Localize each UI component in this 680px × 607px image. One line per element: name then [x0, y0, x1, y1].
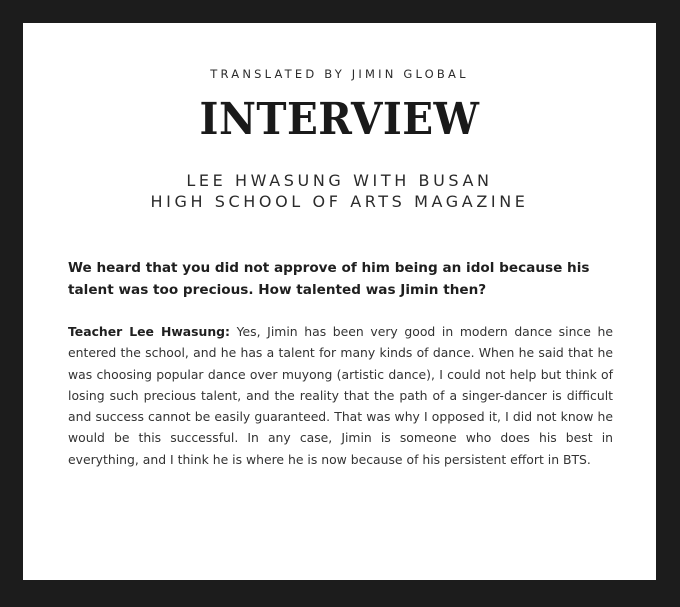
answer-speaker: Teacher Lee Hwasung: [68, 324, 230, 339]
answer-text: Yes, Jimin has been very good in modern dance since he entered the school, and he has a talent for many kinds of dance. When he said that he was choosing popular dance over muyong (artistic dance), I could not help but think of losing such precious talent, and the reality that the path of a singer-dancer is difficult and success cannot be easily guaranteed. That was why I opposed it, I did not know he would be this successful. In any case, Jimin is someone who does his best in everything, and I think he is where he is now because of his persistent effort in BTS. [68, 324, 613, 467]
page-title: INTERVIEW [199, 94, 480, 145]
interview-card [23, 23, 656, 580]
translation-credit: TRANSLATED BY JIMIN GLOBAL [210, 67, 469, 81]
subtitle-line-2: HIGH SCHOOL OF ARTS MAGAZINE [150, 192, 529, 211]
interview-answer [68, 321, 613, 470]
interview-question: We heard that you did not approve of him being an idol because his talent was too precious. How talented was Jimin then? [68, 260, 590, 298]
subtitle-line-1: LEE HWASUNG WITH BUSAN [186, 171, 493, 190]
